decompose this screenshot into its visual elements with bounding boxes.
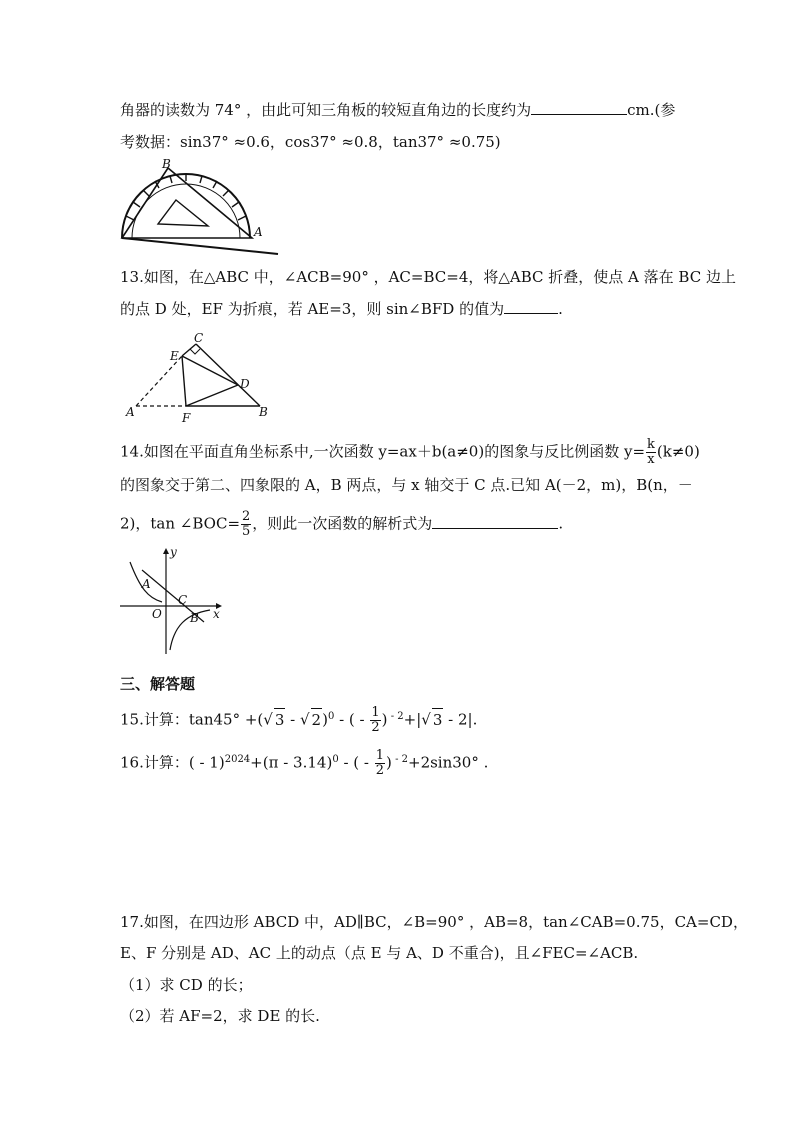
- answer-blank-q13[interactable]: [504, 299, 558, 314]
- q13-line-1: 13.如图，在△ABC 中，∠ACB=90° ，AC=BC=4，将△ABC 折叠，使点 A 落在 BC 边上: [120, 268, 736, 286]
- q16-line: 16.计算：( - 1)$^{2024}$+(π - 3.14)$^0$ - ( - $\frac{1}{2}$ ) $^{- 2}$+2sin30° .: [120, 748, 489, 778]
- label-b: B: [259, 405, 268, 419]
- label-a: A: [254, 225, 263, 239]
- label-e: E: [170, 349, 179, 363]
- q17-line-3: （1）求 CD 的长；: [120, 976, 253, 994]
- label-f: F: [182, 411, 191, 425]
- fraction-1-over-2: $\frac{1}{2}$: [371, 705, 380, 735]
- q12-line-1: 角器的读数为 74° ，由此可知三角板的较短直角边的长度约为 cm.(参: [120, 101, 676, 119]
- q15-line: 15.计算：tan45° +(√ 3 - √ 2)$^0$ - ( - $\frac{1}{2}$ ) $^{- 2}$+|√ 3 - 2|.: [120, 705, 478, 735]
- q14-line-2: 的图象交于第二、四象限的 A，B 两点，与 x 轴交于 C 点.已知 A(－2，m)，B(n，－: [120, 476, 693, 494]
- answer-blank-q14[interactable]: [432, 514, 558, 529]
- fraction-1-over-2: $\frac{1}{2}$: [375, 748, 385, 778]
- label-c: C: [194, 331, 204, 345]
- label-a: A: [126, 405, 135, 419]
- q13-line-2: 的点 D 处，EF 为折痕，若 AE=3，则 sin∠BFD 的值为 .: [120, 300, 563, 318]
- q17-line-2: E、F 分别是 AD、AC 上的动点（点 E 与 A、D 不重合)，且∠FEC=∠ACB.: [120, 944, 639, 962]
- q14-line-1: 14.如图在平面直角坐标系中,一次函数 y=ax＋b(a≠0)的图象与反比例函数 y= $\frac{k}{x}$ (k≠0): [120, 437, 700, 467]
- answer-blank-q12[interactable]: [531, 100, 627, 115]
- q17-line-1: 17.如图，在四边形 ABCD 中，AD∥BC，∠B=90° ，AB=8，tan∠CAB=0.75，CA=CD，: [120, 913, 748, 931]
- section-heading: 三、解答题: [120, 675, 196, 693]
- q17-line-4: （2）若 AF=2，求 DE 的长.: [120, 1007, 320, 1025]
- label-d: D: [240, 377, 250, 391]
- fraction-2-over-5: $\frac{2}{5}$: [242, 509, 251, 539]
- label-b: B: [162, 157, 171, 171]
- label-o: O: [152, 607, 162, 621]
- fraction-k-over-x: $\frac{k}{x}$: [647, 437, 655, 467]
- label-c: C: [178, 593, 188, 607]
- label-y: y: [170, 545, 177, 559]
- label-x: x: [213, 607, 220, 621]
- coordinate-graph-figure: [118, 545, 228, 658]
- label-b: B: [190, 611, 199, 625]
- q12-line-2: 考数据：sin37° ≈0.6，cos37° ≈0.8，tan37° ≈0.75): [120, 133, 501, 151]
- q14-line-3: 2)，tan ∠BOC= $\frac{2}{5}$ ，则此一次函数的解析式为 .: [120, 509, 564, 539]
- protractor-figure: [118, 158, 283, 258]
- label-a: A: [142, 577, 151, 591]
- triangle-fold-figure: [118, 330, 278, 425]
